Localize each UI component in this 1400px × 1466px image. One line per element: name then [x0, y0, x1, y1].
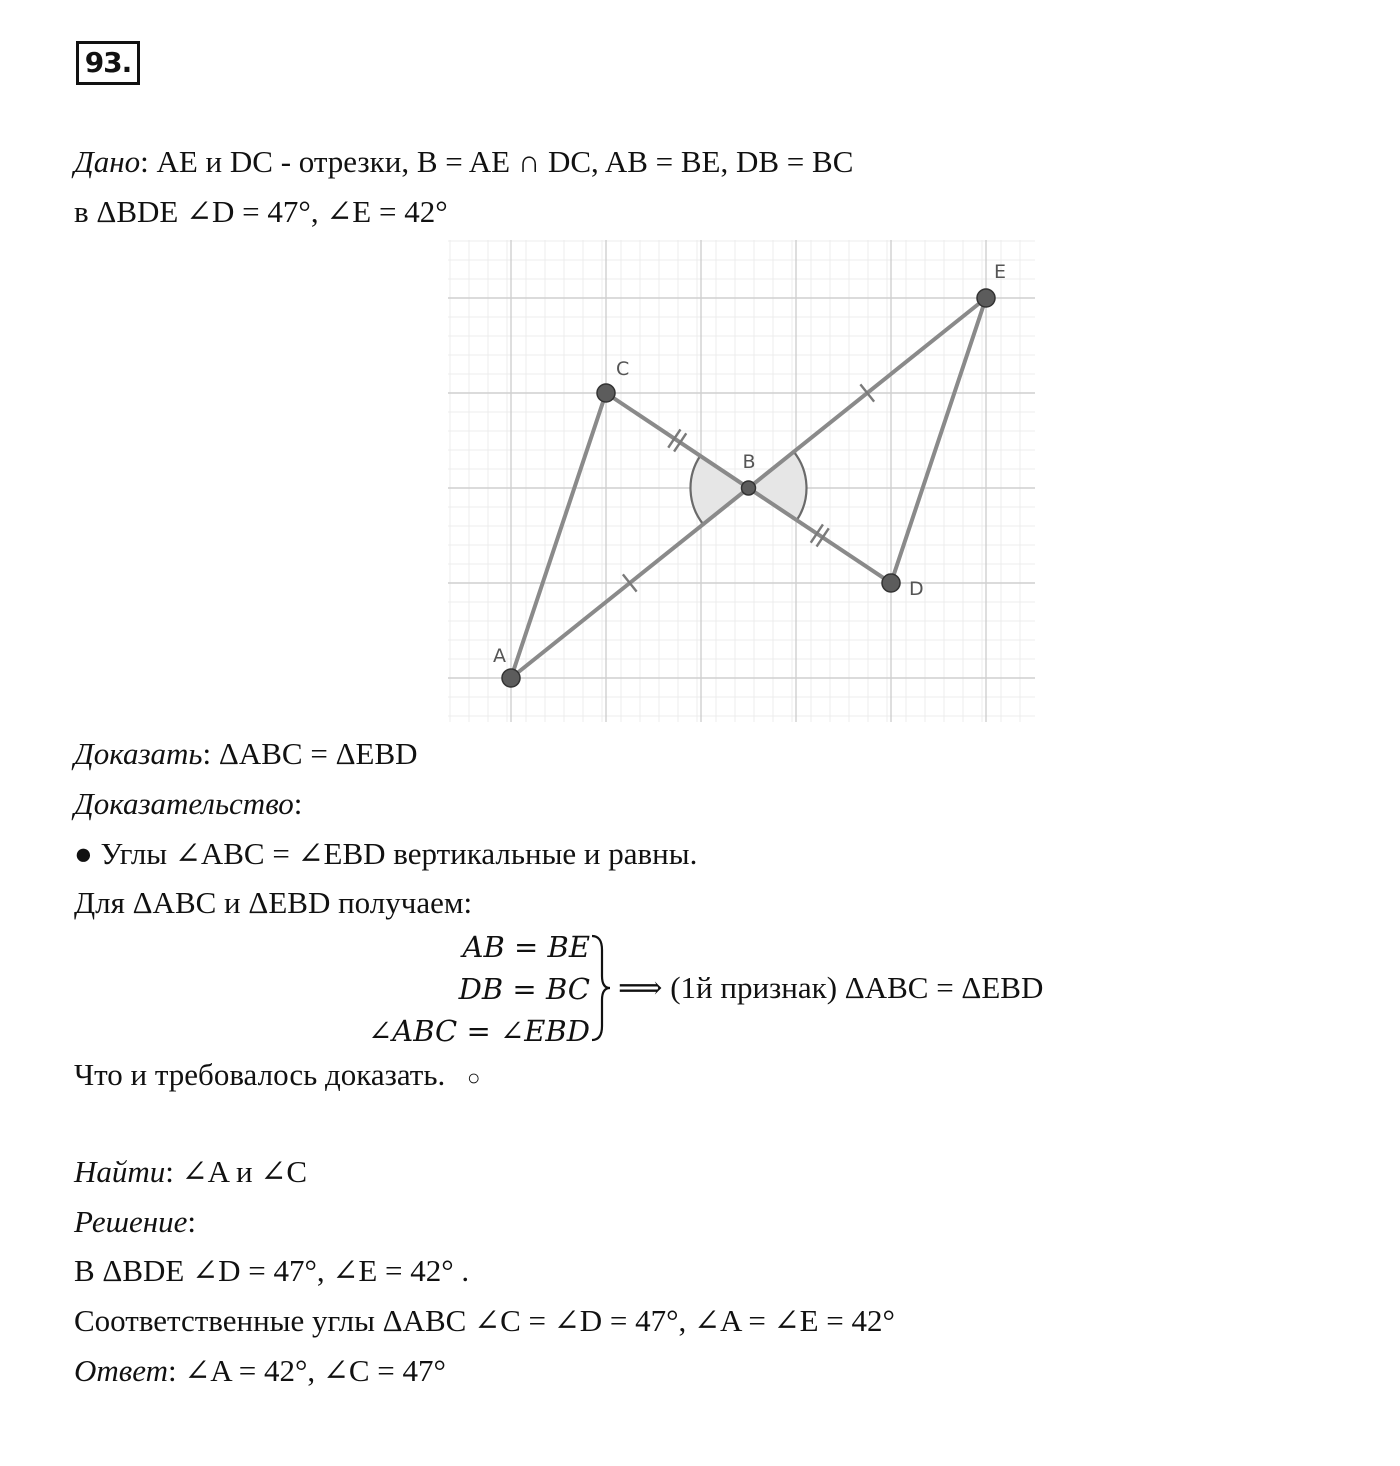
find-text: : ∠A и ∠C	[165, 1154, 308, 1189]
proof-bullet: ● Углы ∠ABC = ∠EBD вертикальные и равны.	[74, 836, 698, 871]
label-a: A	[493, 645, 506, 667]
proof-intro: Для ΔABC и ΔEBD получаем:	[74, 885, 473, 920]
prove-line	[74, 734, 418, 774]
solution-colon: :	[187, 1204, 196, 1239]
proof-label: Доказательство	[74, 786, 294, 821]
proof-colon: :	[293, 786, 303, 821]
point-e	[977, 289, 995, 307]
point-a	[502, 669, 520, 687]
angle-abc-mark	[691, 456, 749, 524]
geometry-figure	[440, 236, 1040, 726]
solution-heading	[74, 1202, 196, 1242]
solution-line-2: Соответственные углы ΔABC ∠C = ∠D = 47°, ∠A = ∠E = 42°	[74, 1303, 895, 1338]
solution-label: Решение	[74, 1204, 188, 1239]
answer-line	[74, 1351, 446, 1391]
point-b	[742, 481, 756, 495]
label-d: D	[909, 578, 924, 600]
point-d	[882, 574, 900, 592]
system-row-3: ∠ABC = ∠EBD	[367, 1014, 590, 1048]
qed-line	[74, 1055, 480, 1098]
system-row-2: DB = BC	[458, 972, 590, 1006]
problem-number: 93.	[76, 41, 140, 85]
system-row-1: AB = BE	[462, 930, 590, 964]
qed-mark: ○	[467, 1065, 481, 1090]
angle-ebd-mark	[749, 452, 807, 520]
label-e: E	[994, 261, 1007, 283]
solution-line-1: В ΔBDE ∠D = 47°, ∠E = 42° .	[74, 1253, 470, 1288]
right-brace	[588, 932, 614, 1044]
system-conclusion: ⟹ (1й признак) ΔABC = ΔEBD	[618, 970, 1044, 1005]
given-text-1: : AE и DC - отрезки, B = AE ∩ DC, AB = BE, DB = BC	[140, 144, 854, 179]
prove-label: Доказать	[74, 736, 203, 771]
point-c	[597, 384, 615, 402]
find-line	[74, 1152, 307, 1192]
prove-text: : ΔABC = ΔEBD	[202, 736, 418, 771]
segment-ed	[891, 298, 986, 583]
proof-heading	[74, 784, 302, 824]
answer-label: Ответ	[74, 1353, 168, 1388]
find-label: Найти	[74, 1154, 166, 1189]
label-c: C	[616, 358, 630, 380]
answer-text: : ∠A = 42°, ∠C = 47°	[167, 1353, 446, 1388]
given-line-1	[74, 142, 853, 182]
given-label: Дано	[74, 144, 141, 179]
label-b: B	[742, 451, 756, 473]
given-line-2: в ΔBDE ∠D = 47°, ∠E = 42°	[74, 194, 448, 229]
qed-text: Что и требовалось доказать.	[74, 1057, 446, 1092]
segment-ac	[511, 393, 606, 678]
